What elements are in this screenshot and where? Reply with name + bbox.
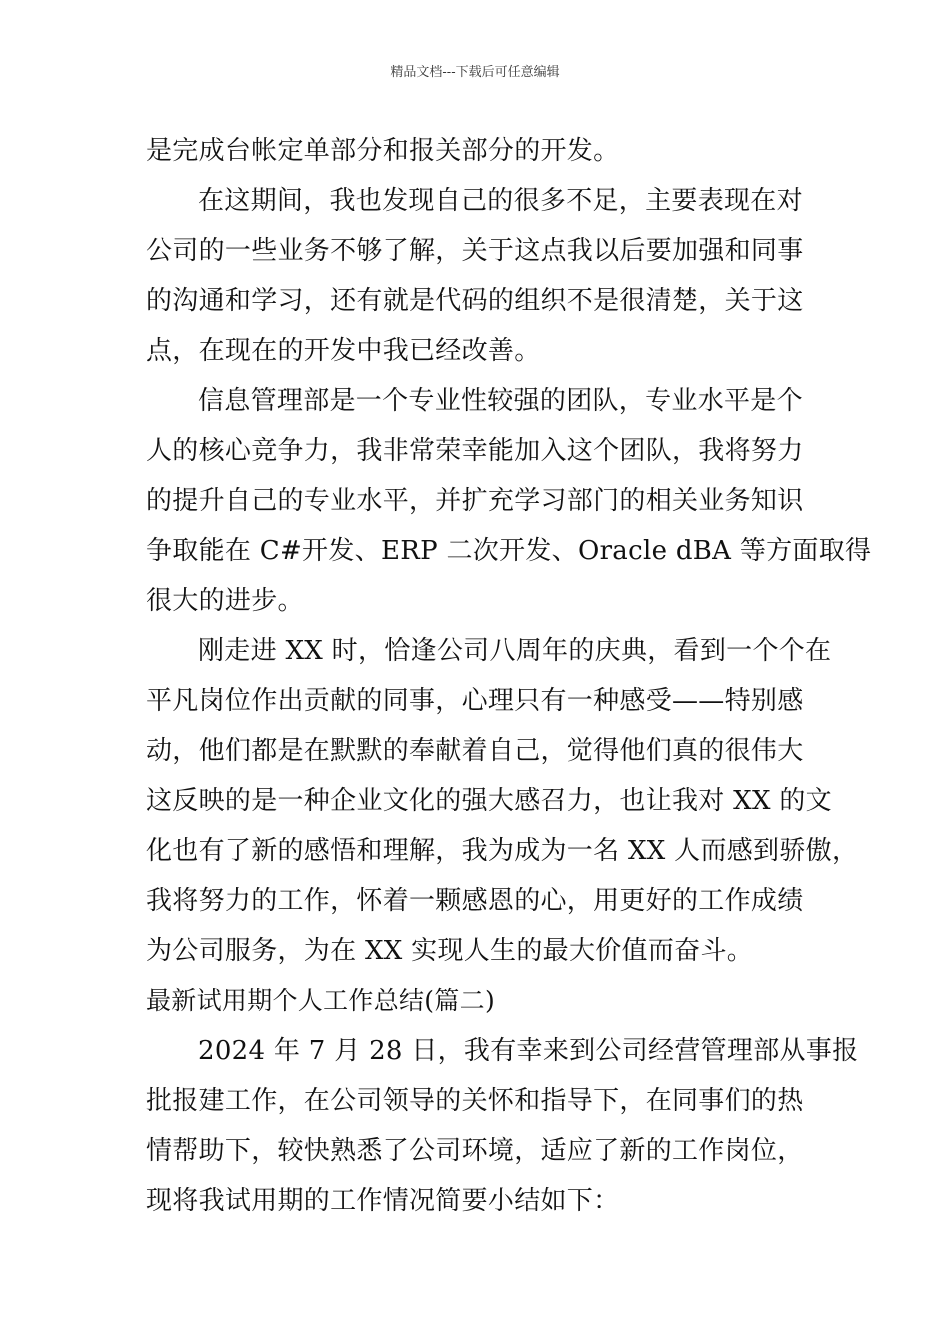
- text-line: 情帮助下，较快熟悉了公司环境，适应了新的工作岗位，: [146, 1136, 804, 1166]
- text-line: 人的核心竞争力，我非常荣幸能加入这个团队，我将努力: [146, 436, 804, 466]
- text-line: 的提升自己的专业水平，并扩充学习部门的相关业务知识: [146, 486, 804, 516]
- text-line: 公司的一些业务不够了解，关于这点我以后要加强和同事: [146, 236, 804, 266]
- text-line: 争取能在 C#开发、ERP 二次开发、Oracle dBA 等方面取得: [146, 536, 872, 566]
- text-line: 点，在现在的开发中我已经改善。: [146, 336, 541, 366]
- text-line: 是完成台帐定单部分和报关部分的开发。: [146, 136, 620, 166]
- text-line: 很大的进步。: [146, 586, 304, 616]
- text-line: 现将我试用期的工作情况简要小结如下：: [146, 1186, 620, 1216]
- text-line: 批报建工作，在公司领导的关怀和指导下，在同事们的热: [146, 1086, 804, 1116]
- paragraph-start-line: 信息管理部是一个专业性较强的团队，专业水平是个: [198, 386, 803, 416]
- text-line: 我将努力的工作，怀着一颗感恩的心，用更好的工作成绩: [146, 886, 804, 916]
- document-body: [146, 126, 872, 1226]
- text-line: 的沟通和学习，还有就是代码的组织不是很清楚，关于这: [146, 286, 804, 316]
- text-line: 动，他们都是在默默的奉献着自己，觉得他们真的很伟大: [146, 736, 804, 766]
- section-heading: 最新试用期个人工作总结(篇二): [146, 986, 496, 1015]
- text-line: 化也有了新的感悟和理解，我为成为一名 XX 人而感到骄傲，: [146, 836, 859, 866]
- text-line: 为公司服务，为在 XX 实现人生的最大价值而奋斗。: [146, 936, 754, 966]
- text-line: 平凡岗位作出贡献的同事，心理只有一种感受——特别感: [146, 686, 804, 716]
- text-line: 这反映的是一种企业文化的强大感召力，也让我对 XX 的文: [146, 786, 832, 816]
- paragraph-start-line: 在这期间，我也发现自己的很多不足，主要表现在对: [198, 186, 803, 216]
- paragraph-start-line: 2024 年 7 月 28 日，我有幸来到公司经营管理部从事报: [198, 1036, 859, 1066]
- paragraph-start-line: 刚走进 XX 时，恰逢公司八周年的庆典，看到一个个在: [198, 636, 832, 666]
- page-header: 精品文档---下载后可任意编辑: [390, 65, 560, 80]
